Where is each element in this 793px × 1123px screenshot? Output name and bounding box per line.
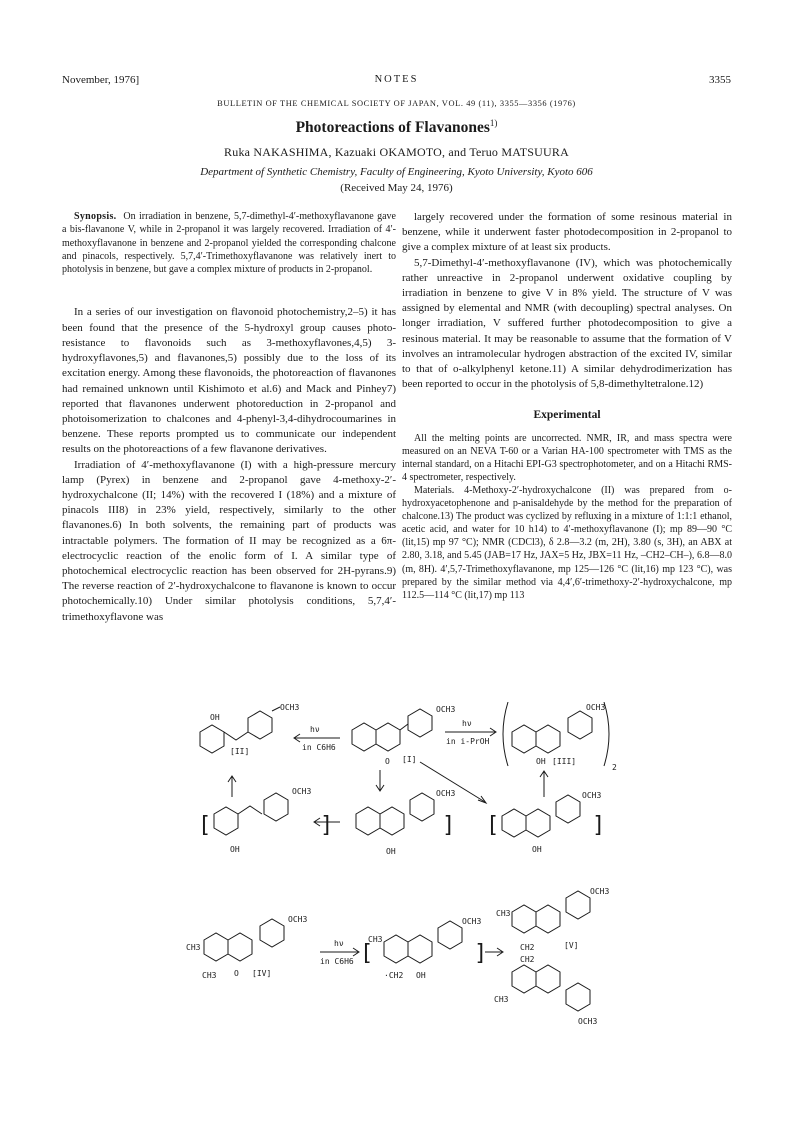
- arrow-IV-to-radical: [320, 939, 359, 966]
- compound-III-label: [III]: [552, 757, 577, 766]
- flavanol-och3-label: OCH3: [582, 791, 602, 800]
- left-column: [62, 210, 396, 625]
- flavone-bracket-close: ]: [442, 813, 456, 838]
- compound-V-label: [V]: [564, 941, 579, 950]
- bracket-open: [: [198, 813, 212, 838]
- solvent-ipr-label: in i-PrOH: [446, 737, 490, 746]
- journal-citation: BULLETIN OF THE CHEMICAL SOCIETY OF JAPAN, VOL. 49 (11), 3355—3356 (1976): [217, 99, 576, 108]
- v-ch2-label-bottom: CH2: [520, 955, 535, 964]
- flavanol-structure: [420, 762, 605, 854]
- experimental-general-paragraph: All the melting points are uncorrected. NMR, IR, and mass spectra were measured on an NEVA T-60 or a Varian HA-100 spectrometer with TMS as the internal standard, on a Hitachi EPI-G3 spectrophotometer, and on a Hitachi RMS-4 spectrometer, respectively.: [402, 432, 732, 483]
- affiliation: Department of Synthetic Chemistry, Faculty of Engineering, Kyoto University, Kyoto 606: [200, 166, 593, 178]
- compound-II-label: [II]: [230, 747, 250, 756]
- dimethylflavanone-IV-structure: [186, 915, 307, 980]
- v-ch3-label-bottom: CH3: [494, 995, 509, 1004]
- flavanone-I-och3-label: OCH3: [436, 705, 456, 714]
- bisflavanone-V-structure: [494, 887, 609, 1026]
- title-footnote-mark: 1): [489, 118, 498, 128]
- v-ch3-label-top: CH3: [496, 909, 511, 918]
- flavone-och3-label: OCH3: [436, 789, 456, 798]
- radical-bracket-open: [: [360, 941, 374, 966]
- enol-intermediate-structure: [198, 776, 333, 854]
- compound-IV-label: [IV]: [252, 969, 272, 978]
- radical-bracket-close: ]: [474, 941, 488, 966]
- results-paragraph: Irradiation of 4′-methoxyflavanone (I) with a high-pressure mercury lamp (Pyrex) in benzene and 2-propanol gave 4-methoxy-2′-hydroxychalcone (II; 14%) with the recovered I (18%) and a mixture of pinacols III8) in 23% yield, respectively, similarly to the other flavanones.6) In both solvents, the remaining part of products was intractable polymers. The formation of II may be recognized as a 6π-electrocyclic reaction of the enolic form of I. A similar type of photochemical electrocyclic reaction has been observed for 2H-pyrans.9) The reverse reaction of 2′-hydroxychalcone to flavanone is known to occur photochemically.10) Under similar photolysis conditions, 5,7,4′-trimethoxyflavone was: [62, 458, 396, 623]
- running-header-section: NOTES: [374, 74, 419, 85]
- dimer-subscript-label: 2: [612, 763, 617, 772]
- hv-label-ipr: hν: [462, 719, 472, 728]
- arrow-I-to-II: [294, 725, 340, 752]
- flavanone-I-carbonyl-label: O: [385, 757, 390, 766]
- right-column: [402, 210, 732, 602]
- v-och3-label-bottom: OCH3: [578, 1017, 598, 1026]
- results-continued-paragraph: largely recovered under the formation of some resinous material in benzene, while it underwent faster photodecomposition in 2-propanol to give a complex mixture of at least six products.: [402, 211, 732, 254]
- synopsis-text: On irradiation in benzene, 5,7-dimethyl-4′-methoxyflavanone gave a bis-flavanone V, while in 2-propanol it was largely recovered. Irradiation of 4′-methoxyflavanone in benzene and 2-propanol yielded the corresponding chalcone and pinacols, respectively. 5,7,4′-Trimethoxyflavanone was relatively inert to photolysis in benzene, but gave a complex mixture of products in 2-propanol.: [62, 211, 396, 276]
- radical-ch2-label: ·CH2: [384, 971, 404, 980]
- flavone-structure: [356, 770, 455, 856]
- received-date: (Received May 24, 1976): [340, 182, 453, 194]
- pinacol-oh-label: OH: [536, 757, 546, 766]
- chalcone-och3-label: OCH3: [280, 703, 300, 712]
- flavanone-I-structure: [352, 705, 455, 766]
- enol-oh-label: OH: [230, 845, 240, 854]
- hv-label-iv: hν: [334, 939, 344, 948]
- synopsis-label: Synopsis.: [74, 211, 117, 222]
- reaction-scheme: [180, 702, 620, 1122]
- compound-I-label: [I]: [402, 755, 417, 764]
- radical-oh-label: OH: [416, 971, 426, 980]
- pinacol-III-structure: [503, 702, 617, 772]
- title-text: Photoreactions of Flavanones: [295, 119, 490, 137]
- intro-paragraph: In a series of our investigation on flavonoid photochemistry,2–5) it has been found that the presence of the 5-hydroxyl group causes photo-resistance to flavonoids such as 3-methoxyflavones,4,5) 3-hydroxyflavones,5) and flavanones,5) possibly due to the loss of its excitation energy. Among these flavonoids, the photoreaction of flavanones had remained unknown until Kishimoto et al.6) and Mack and Pinhey7) reported that flavanones underwent photoreduction in 2-propanol and photoisomerization to chalcones and 4-phenyl-3,4-dihydrocoumarines in benzene. These reports prompted us to communicate our independent results on the photoreactions of a few flavanone derivatives.: [62, 306, 396, 456]
- solvent-benzene-label: in C6H6: [302, 743, 336, 752]
- pinacol-och3-label: OCH3: [586, 703, 606, 712]
- iv-och3-label: OCH3: [288, 915, 308, 924]
- arrow-to-V: [485, 948, 503, 956]
- chalcone-II-structure: [200, 703, 299, 756]
- enol-och3-label: OCH3: [292, 787, 312, 796]
- flavanol-bracket-close: ]: [592, 813, 606, 838]
- flavanol-bracket-open: [: [486, 813, 500, 838]
- iv-ch3-label-top: CH3: [186, 943, 201, 952]
- solvent-iv-label: in C6H6: [320, 957, 354, 966]
- v-och3-label-top: OCH3: [590, 887, 610, 896]
- running-header-date: November, 1976]: [62, 74, 140, 86]
- author-list: Ruka NAKASHIMA, Kazuaki OKAMOTO, and Teruo MATSUURA: [224, 145, 569, 159]
- arrow-I-to-III: [445, 719, 496, 746]
- flavanol-oh-label: OH: [532, 845, 542, 854]
- paper-title: [0, 118, 793, 137]
- dimerization-paragraph: 5,7-Dimethyl-4′-methoxyflavanone (IV), which was photochemically rather unreactive in 2-propanol underwent oxidative coupling by irradiation in benzene to give V in 8% yield. The structure of V was assigned by elemental and NMR (with decoupling) spectral analyses. On longer irradiation, V suffered further photodecomposition to give a resinous material. It may be reasonable to assume that the formation of V involves an intramolecular hydrogen abstraction of the excited IV, similar to that of o-alkylphenyl ketone.11) A similar dehydrodimerization has been reported to occur in the photolysis of 5,8-dimethyltetralone.12): [402, 256, 732, 391]
- hv-label-benzene: hν: [310, 725, 320, 734]
- v-ch2-label-top: CH2: [520, 943, 535, 952]
- chalcone-oh-label: OH: [210, 713, 220, 722]
- synopsis: [62, 210, 396, 276]
- radical-ch3-label: CH3: [368, 935, 383, 944]
- page-number: 3355: [709, 74, 731, 86]
- iv-carbonyl-label: O: [234, 969, 239, 978]
- materials-paragraph: Materials. 4-Methoxy-2′-hydroxychalcone (II) was prepared from o-hydroxyacetophenone and p-anisaldehyde by the method for the preparation of chalcone.13) The product was cyclized by refluxing in a mixture of 1:1:1 ethanol, acetic acid, and water for 10 h14) to 4′-methoxyflavanone (I); mp 89—90 °C (lit,15) mp 97 °C); NMR (CDCl3), δ 2.8—3.2 (m, 2H), 3.80 (s, 3H), an ABX at 2.80, 3.18, and 5.45 (JAB=17 Hz, JAX=5 Hz, JBX=11 Hz, –CH2–CH–), 6.8—8.0 (m, 8H). 4′,5,7-Trimethoxyflavanone, mp 125—126 °C (lit,16) mp 123 °C), was prepared by the similar method via 4,4′,6′-trimethoxy-2′-hydroxychalcone, mp 112.5—114 °C (lit,17) mp 113: [402, 485, 732, 601]
- radical-intermediate-structure: [360, 917, 487, 980]
- experimental-heading: Experimental: [533, 409, 601, 422]
- bracket-close: ]: [320, 813, 334, 838]
- iv-ch3-label-bottom: CH3: [202, 971, 217, 980]
- radical-och3-label: OCH3: [462, 917, 482, 926]
- flavone-oh-label: OH: [386, 847, 396, 856]
